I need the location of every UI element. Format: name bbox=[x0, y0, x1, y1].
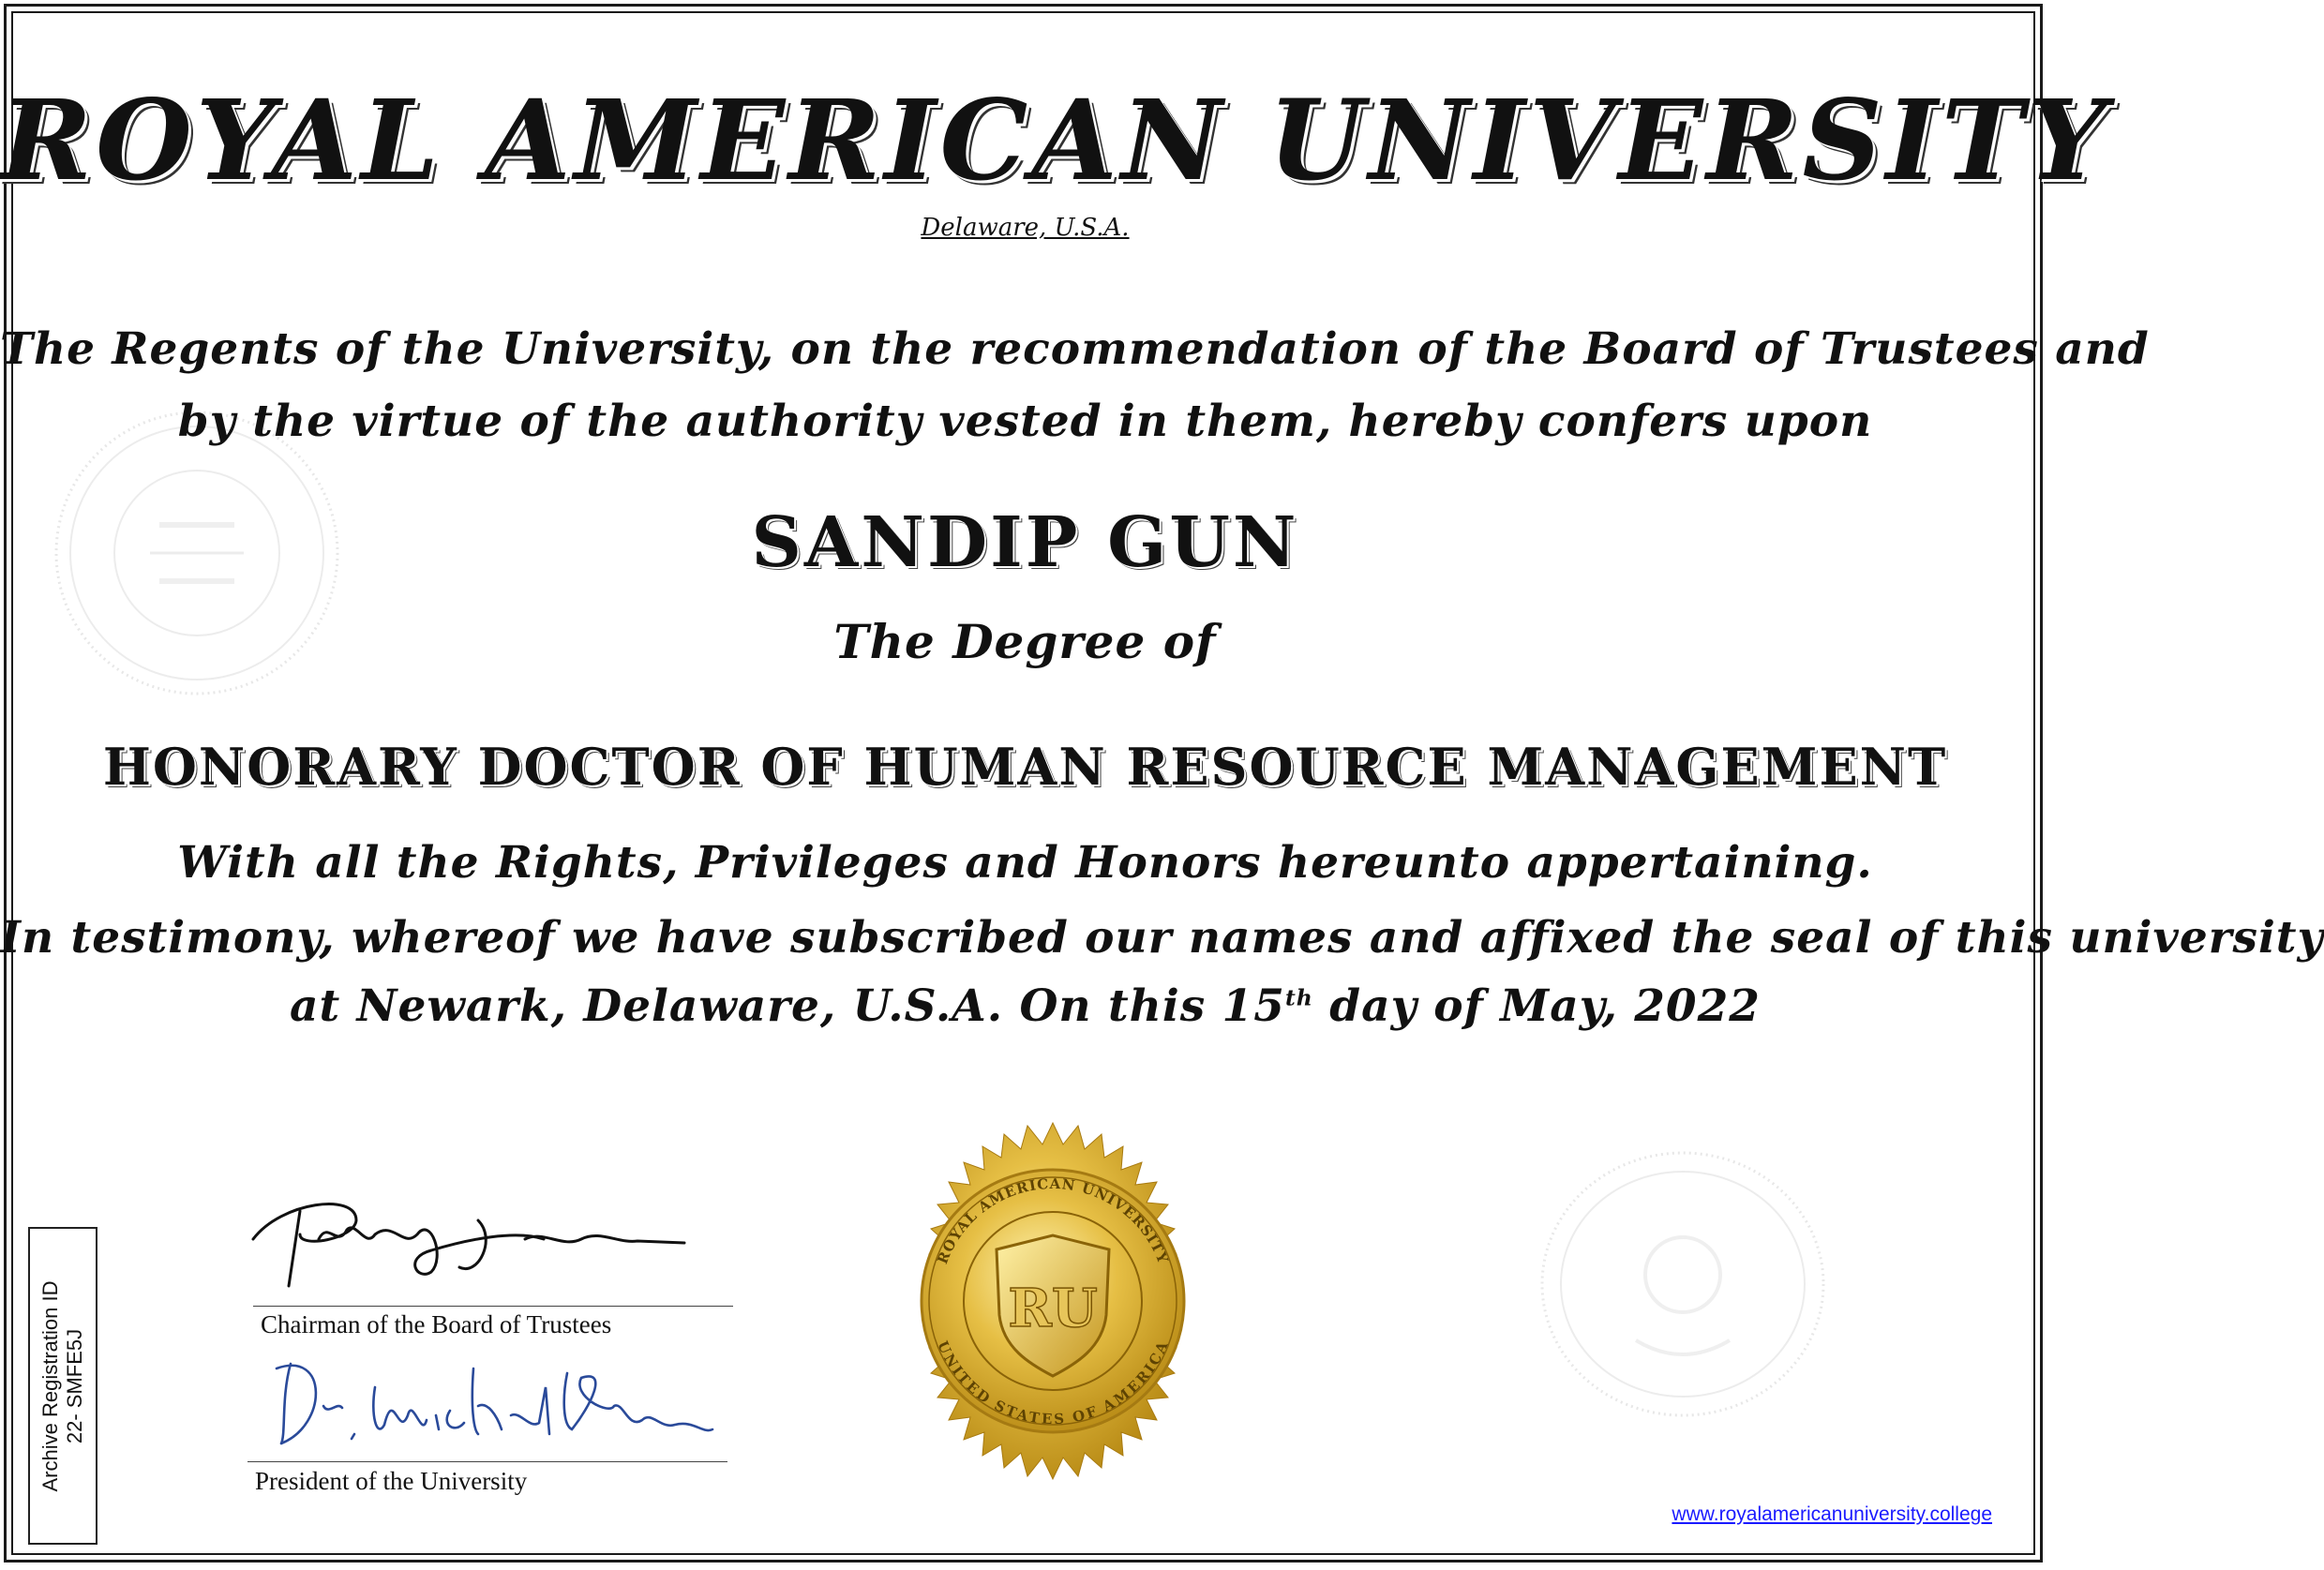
president-signature-line bbox=[247, 1461, 727, 1462]
testimony-text: In testimony, whereof we have subscribed our names and affixed the seal of this university bbox=[0, 912, 2324, 964]
president-caption: President of the University bbox=[255, 1467, 528, 1495]
conferral-text-line-1: The Regents of the University, on the recommendation of the Board of Trustees and bbox=[0, 323, 2150, 375]
gold-university-seal bbox=[870, 1118, 1236, 1484]
archive-registration-box bbox=[28, 1227, 97, 1545]
date-text: at Newark, Delaware, U.S.A. On this 15th day of May, 2022 bbox=[290, 980, 1761, 1032]
seal-monogram: RU bbox=[1008, 1278, 1098, 1339]
university-location: Delaware, U.S.A. bbox=[921, 214, 1130, 242]
recipient-name: SANDIP GUN bbox=[751, 502, 1299, 583]
degree-intro: The Degree of bbox=[833, 614, 1217, 669]
degree-name: HONORARY DOCTOR OF HUMAN RESOURCE MANAGEMENT bbox=[102, 737, 1948, 797]
archive-label: Archive Registration ID bbox=[38, 1280, 62, 1491]
seal-ring-text-bottom: UNITED STATES OF AMERICA bbox=[934, 1338, 1172, 1428]
chairman-caption: Chairman of the Board of Trustees bbox=[261, 1310, 612, 1338]
seal-ring-text-top: ROYAL AMERICAN UNIVERSITY bbox=[934, 1174, 1172, 1266]
conferral-text-line-2: by the virtue of the authority vested in them, hereby confers upon bbox=[177, 396, 1873, 447]
chairman-signature bbox=[244, 1183, 712, 1295]
chairman-signature-line bbox=[253, 1306, 733, 1307]
website-link[interactable]: www.royalamericanuniversity.college bbox=[1672, 1503, 1992, 1525]
university-name: ROYAL AMERICAN UNIVERSITY bbox=[0, 75, 2110, 205]
president-signature bbox=[272, 1350, 722, 1453]
archive-id: 22- SMFE5J bbox=[63, 1328, 86, 1443]
state-emboss-seal bbox=[1533, 1144, 1833, 1425]
rights-text: With all the Rights, Privileges and Honors hereunto appertaining. bbox=[177, 837, 1873, 889]
